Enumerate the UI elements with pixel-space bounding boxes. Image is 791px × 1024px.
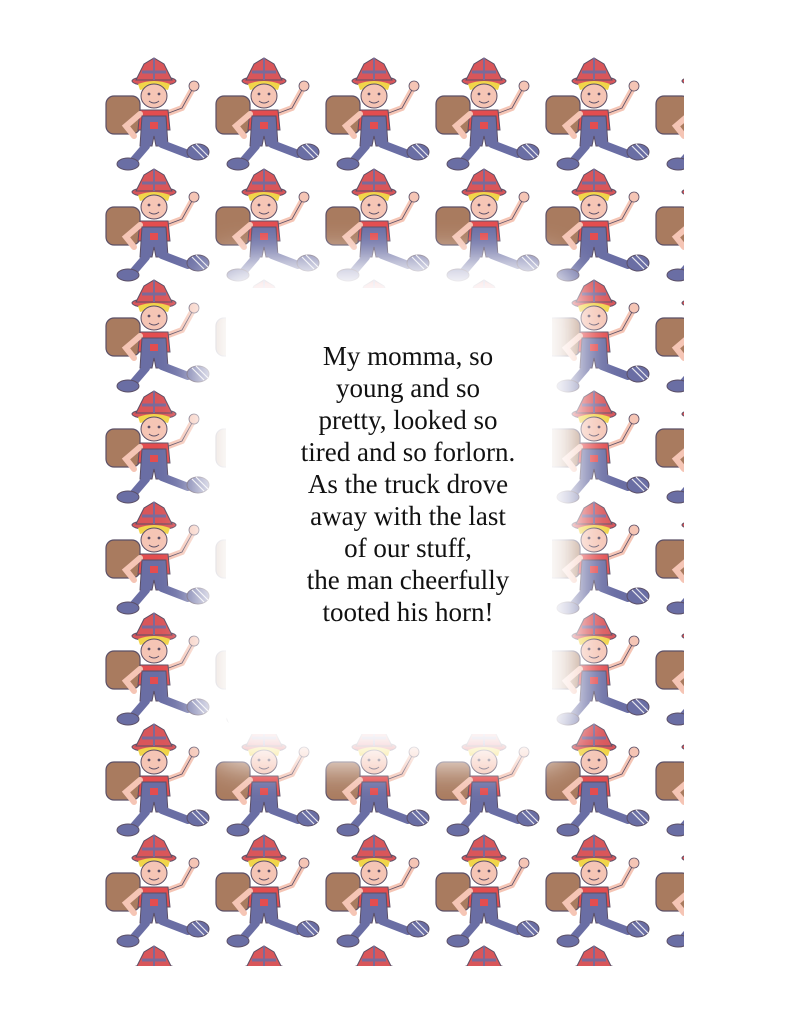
waving-hiker-boy-icon: [106, 169, 209, 281]
waving-hiker-boy-icon: [326, 946, 429, 966]
waving-hiker-boy-icon: [436, 169, 539, 281]
poem-line: As the truck drove: [307, 469, 509, 499]
waving-hiker-boy-icon: [436, 946, 539, 966]
waving-hiker-boy-icon: [546, 613, 649, 725]
waving-hiker-boy-icon: [106, 724, 209, 836]
waving-hiker-boy-icon: [436, 835, 539, 947]
waving-hiker-boy-icon: [106, 835, 209, 947]
waving-hiker-boy-icon: [546, 724, 649, 836]
waving-hiker-boy-icon: [326, 835, 429, 947]
waving-hiker-boy-icon: [106, 391, 209, 503]
waving-hiker-boy-icon: [546, 169, 649, 281]
waving-hiker-boy-icon: [656, 391, 684, 503]
waving-hiker-boy-icon: [546, 835, 649, 947]
waving-hiker-boy-icon: [216, 169, 319, 281]
waving-hiker-boy-icon: [216, 58, 319, 170]
waving-hiker-boy-icon: [106, 946, 209, 966]
poem-line: the man cheerfully: [306, 565, 510, 595]
waving-hiker-boy-icon: [656, 835, 684, 947]
waving-hiker-boy-icon: [436, 724, 539, 836]
poem-line: away with the last: [310, 501, 506, 531]
waving-hiker-boy-icon: [106, 58, 209, 170]
waving-hiker-boy-icon: [656, 58, 684, 170]
waving-hiker-boy-icon: [326, 724, 429, 836]
waving-hiker-boy-icon: [326, 169, 429, 281]
poem-line: tooted his horn!: [322, 597, 494, 627]
waving-hiker-boy-icon: [656, 613, 684, 725]
waving-hiker-boy-icon: [656, 946, 684, 966]
waving-hiker-boy-icon: [656, 502, 684, 614]
waving-hiker-boy-icon: [546, 946, 649, 966]
waving-hiker-boy-icon: [546, 58, 649, 170]
waving-hiker-boy-icon: [656, 169, 684, 281]
waving-hiker-boy-icon: [106, 502, 209, 614]
waving-hiker-boy-icon: [106, 613, 209, 725]
poem-line: pretty, looked so: [318, 405, 498, 435]
waving-hiker-boy-icon: [656, 280, 684, 392]
poem-line: My momma, so: [322, 341, 494, 371]
waving-hiker-boy-icon: [656, 724, 684, 836]
waving-hiker-boy-icon: [216, 724, 319, 836]
poem-line: tired and so forlorn.: [300, 437, 516, 467]
waving-hiker-boy-icon: [216, 946, 319, 966]
waving-hiker-boy-icon: [436, 58, 539, 170]
waving-hiker-boy-icon: [326, 58, 429, 170]
poem-text: [250, 340, 566, 628]
waving-hiker-boy-icon: [106, 280, 209, 392]
waving-hiker-boy-icon: [216, 835, 319, 947]
poem-line: of our stuff,: [344, 533, 472, 563]
poem-line: young and so: [336, 373, 480, 403]
